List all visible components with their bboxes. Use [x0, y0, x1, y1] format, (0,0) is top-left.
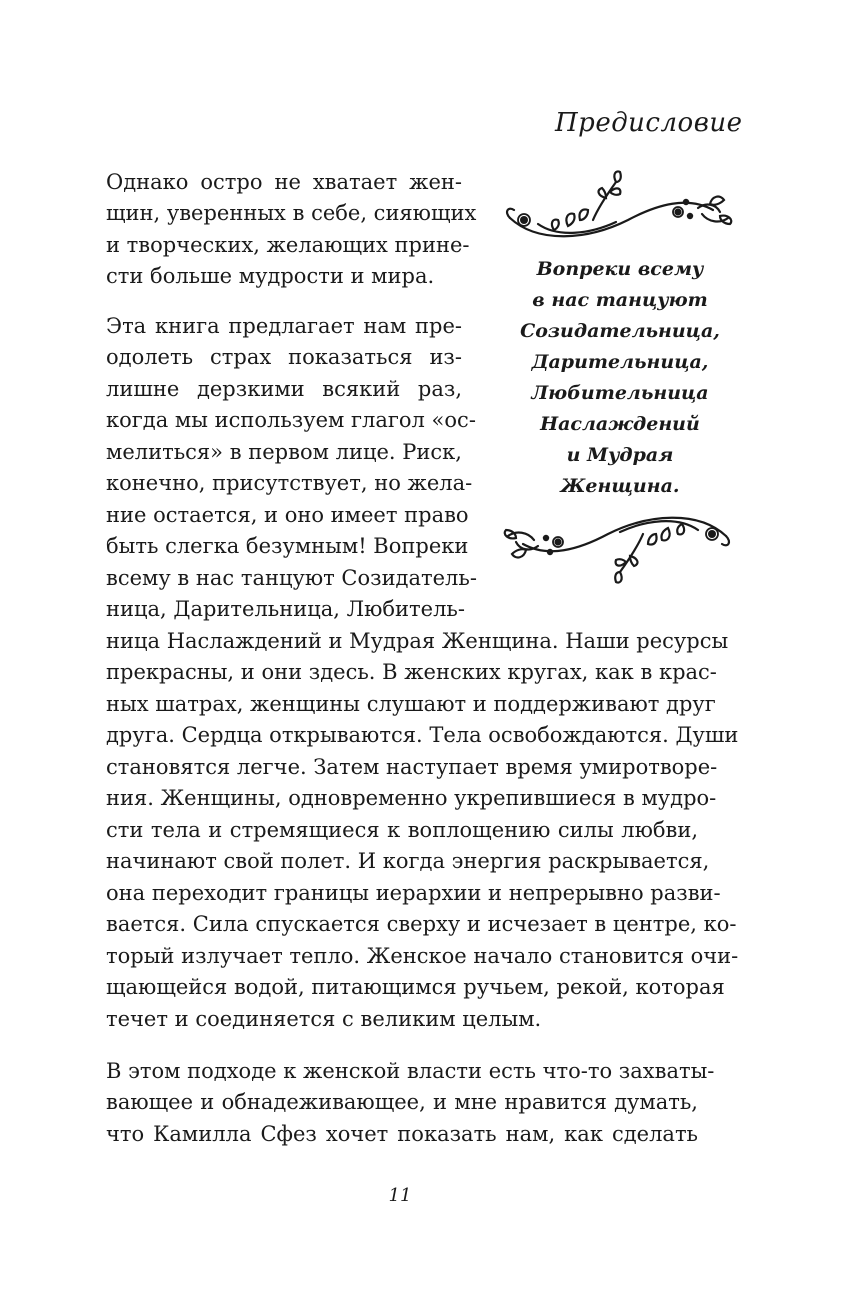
body-line: Однако остро не хватает жен-	[106, 170, 462, 194]
body-line: всему в нас танцуют Созидатель-	[106, 566, 477, 590]
body-line: ница Наслаждений и Мудрая Женщина. Наши ресурсы	[106, 629, 729, 653]
body-line: она переходит границы иерархии и непрерывно разви-	[106, 881, 721, 905]
pull-quote-line: Созидательница,	[520, 320, 720, 342]
running-header	[553, 98, 743, 146]
body-line: начинают свой полет. И когда энергия раскрывается,	[106, 849, 710, 873]
top-vine-ornament	[498, 168, 738, 246]
pull-quote-line: Наслаждений	[540, 413, 700, 435]
body-line: что Камилла Сфез хочет показать нам, как сделать	[106, 1122, 698, 1146]
body-line: щающейся водой, питающимся ручьем, рекой, которая	[106, 975, 725, 999]
body-line: течет и соединяется с великим целым.	[106, 1007, 542, 1031]
body-line: прекрасны, и они здесь. В женских кругах, как в крас-	[106, 660, 717, 684]
body-line: быть слегка безумным! Вопреки	[106, 534, 469, 558]
body-line: друга. Сердца открываются. Тела освобождаются. Души	[106, 723, 739, 747]
body-line: и творческих, желающих принe-	[106, 233, 470, 257]
body-line: ных шатрах, женщины слушают и поддерживают друг	[106, 692, 716, 716]
body-line: одолеть страх показаться из-	[106, 345, 462, 369]
body-line: Эта книга предлагает нам пре-	[106, 314, 462, 338]
body-line: ния. Женщины, одновременно укрепившиеся в мудро-	[106, 786, 717, 810]
body-line: мелиться» в первом лице. Риск,	[106, 440, 462, 464]
body-line: лишне дерзкими всякий раз,	[106, 377, 462, 401]
body-line: В этом подходе к женской власти есть что-то захваты-	[106, 1059, 715, 1083]
body-line: ница, Дарительница, Любитель-	[106, 597, 465, 621]
pull-quote-line: Любительница	[531, 382, 709, 404]
body-line: конечно, присутствует, но жела-	[106, 471, 473, 495]
pull-quote-line: Вопреки всему	[536, 258, 704, 280]
bottom-vine-ornament	[498, 508, 738, 588]
body-line: вается. Сила спускается сверху и исчезает в центре, ко-	[106, 912, 737, 936]
body-line: щин, уверенных в себе, сияющих	[106, 201, 477, 225]
body-line: сти больше мудрости и мира.	[106, 264, 435, 288]
pull-quote-line: и Мудрая	[566, 444, 674, 466]
pull-quote-line: Женщина.	[560, 475, 680, 497]
pull-quote-line: Дарительница,	[531, 351, 709, 373]
running-header-text: Предисловие	[555, 108, 743, 138]
body-line: торый излучает тепло. Женское начало становится очи-	[106, 944, 739, 968]
body-line: вающее и обнадеживающее, и мне нравится думать,	[106, 1090, 698, 1114]
page-number: 11	[388, 1185, 412, 1206]
pull-quote-line: в нас танцуют	[532, 289, 708, 311]
body-line: становятся легче. Затем наступает время умиротворе-	[106, 755, 718, 779]
body-line: когда мы используем глагол «ос-	[106, 408, 476, 432]
body-line: сти тела и стремящиеся к воплощению силы любви,	[106, 818, 698, 842]
body-line: ние остается, и оно имеет право	[106, 503, 469, 527]
